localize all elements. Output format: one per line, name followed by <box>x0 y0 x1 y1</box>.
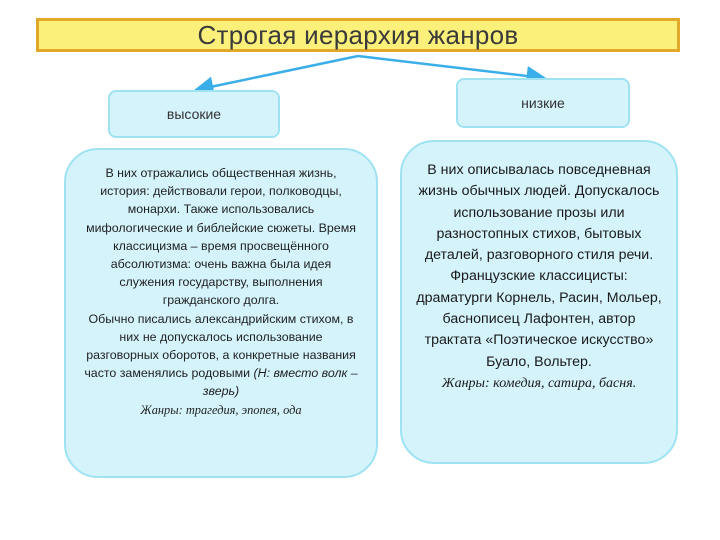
high-paragraph-2-note: (Н: вместо волк – зверь) <box>202 366 358 399</box>
high-genres-box <box>108 90 280 138</box>
low-genres-description <box>400 140 678 464</box>
high-genres-description <box>64 148 378 478</box>
title-text: Строгая иерархия жанров <box>197 19 519 50</box>
high-paragraph-2 <box>84 310 358 401</box>
high-paragraph-1: В них отражались общественная жизнь, история: действовали герои, полководцы, монархи. Также использовались мифологические и библейские сюжеты. Время классицизма – время просвещённого абсолютизма: очень важна была идея служения государству, выполнения гражданского долга. <box>86 166 356 308</box>
low-genres-label: низкие <box>521 95 565 111</box>
high-paragraph-2-text: Обычно писались александрийским стихом, в них не допускалось использование разговорных оборотов, а конкретные названия часто заменялись родовыми <box>84 311 356 381</box>
low-genres-list: Жанры: комедия, сатира, басня. <box>441 375 637 391</box>
low-genres-box <box>456 78 630 128</box>
arrow-right-icon <box>358 56 544 78</box>
high-genres-list: Жанры: трагедия, эпопея, ода <box>140 402 302 417</box>
high-genres-label: высокие <box>166 106 222 122</box>
page-title <box>36 18 680 52</box>
low-paragraph-2: Французские классицисты: драматурги Корнель, Расин, Мольер, баснописец Лафонтен, автор трактата «Поэтическое искусство» Буало, Вольтер. <box>416 268 662 370</box>
low-paragraph-1: В них описывалась повседневная жизнь обычных людей. Допускалось использование прозы или разностопных стихов, бытовых деталей, разговорного стиля речи. <box>418 162 660 264</box>
arrow-left-icon <box>196 56 358 90</box>
